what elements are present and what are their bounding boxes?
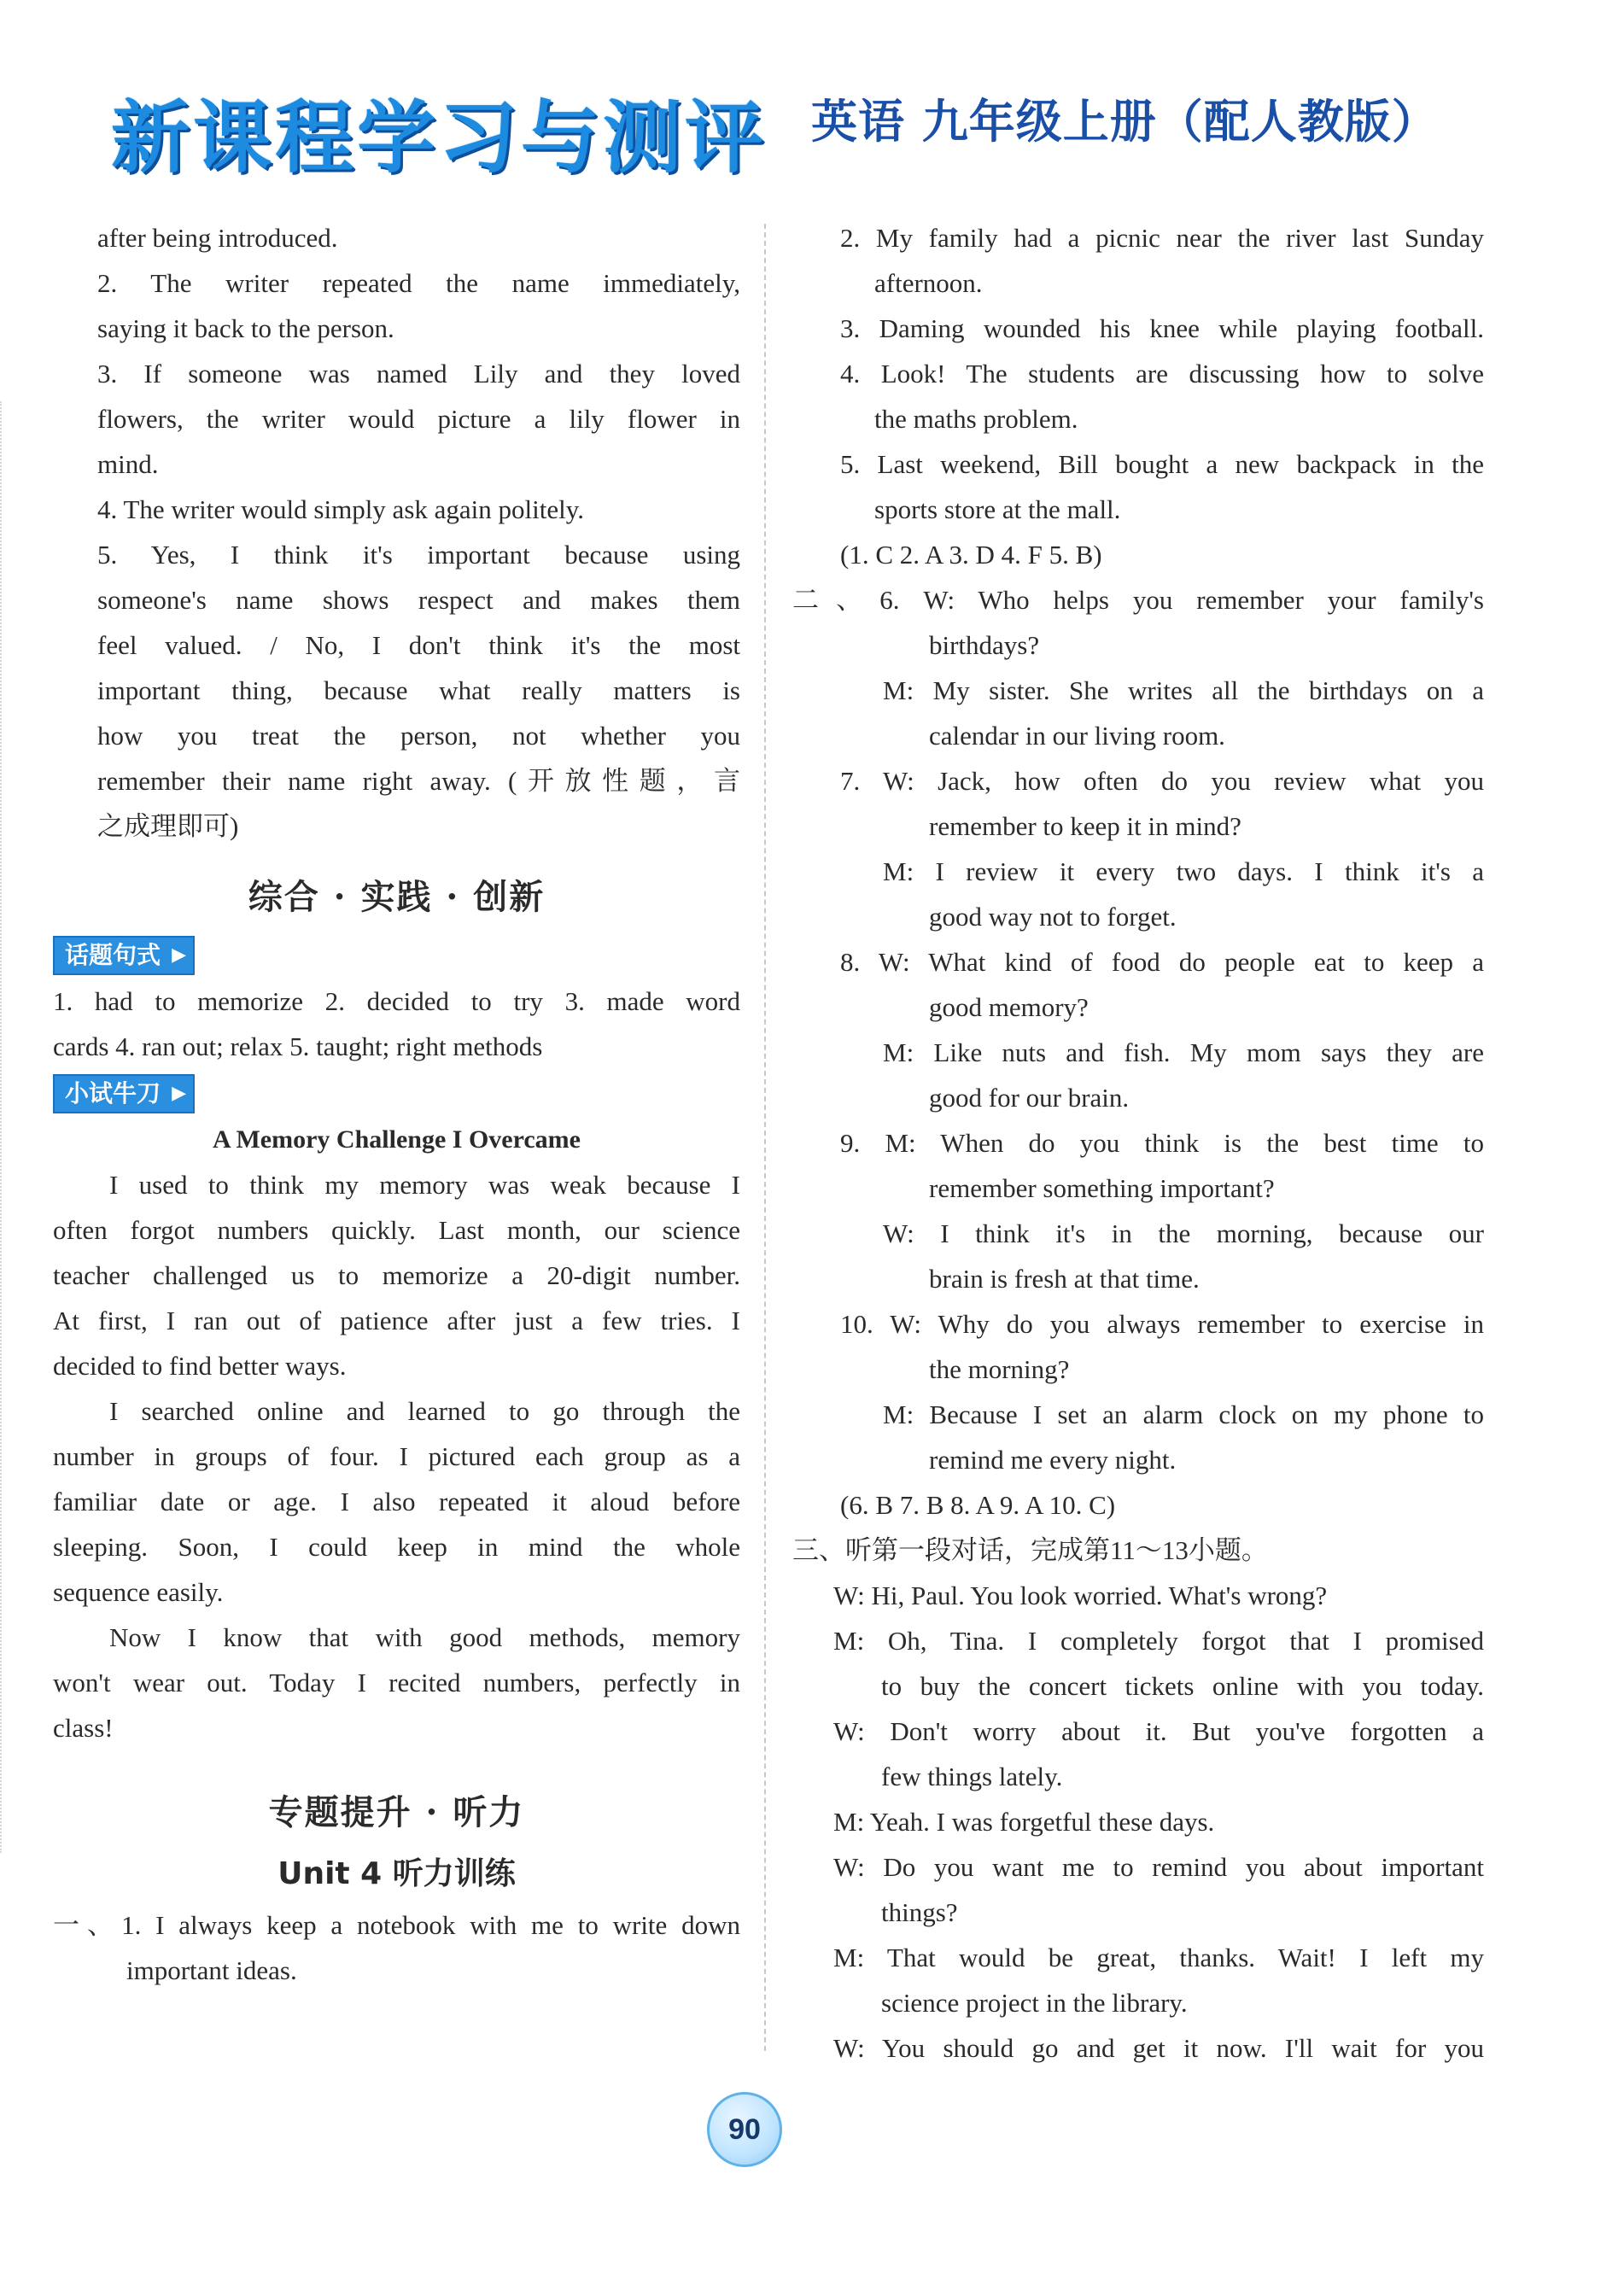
listening-transcript: [792, 215, 1484, 2071]
text-line: I used to think my memory was weak because I: [109, 1170, 740, 1200]
text-line: (1. C 2. A 3. D 4. F 5. B): [840, 540, 1102, 570]
listening-part-one: [53, 1902, 740, 1993]
text-line: remember their name right away. (开放性题，言: [97, 766, 740, 796]
text-line: class!: [53, 1713, 114, 1743]
text-line: mind.: [97, 449, 159, 479]
text-line: 5. Yes, I think it's important because using: [97, 540, 740, 570]
text-line: M: Oh, Tina. I completely forgot that I promised: [833, 1626, 1484, 1656]
text-line: M: Yeah. I was forgetful these days.: [833, 1807, 1215, 1837]
text-line: decided to find better ways.: [53, 1351, 347, 1381]
tag-practice: 小试牛刀 ▶: [53, 1074, 195, 1113]
text-line: 7. W: Jack, how often do you review what you: [840, 766, 1484, 796]
text-line: the morning?: [929, 1354, 1070, 1384]
text-line: 8. W: What kind of food do people eat to keep a: [840, 947, 1484, 977]
text-line: M: Because I set an alarm clock on my phone to: [883, 1399, 1484, 1429]
text-line: M: Like nuts and fish. My mom says they are: [883, 1037, 1484, 1067]
text-line: W: You should go and get it now. I'll wait for you: [833, 2033, 1484, 2063]
text-line: 2. My family had a picnic near the river last Sunday: [840, 223, 1484, 253]
text-line: 3. Daming wounded his knee while playing football.: [840, 313, 1484, 343]
text-line: important ideas.: [126, 1955, 297, 1985]
column-divider: [764, 224, 766, 2051]
text-line: good memory?: [929, 992, 1089, 1022]
left-column: [53, 215, 740, 1993]
text-line: sleeping. Soon, I could keep in mind the whole: [53, 1532, 740, 1562]
text-line: W: Hi, Paul. You look worried. What's wrong?: [833, 1581, 1328, 1610]
text-line: won't wear out. Today I recited numbers, perfectly in: [53, 1668, 740, 1697]
text-line: few things lately.: [881, 1762, 1063, 1791]
text-line: At first, I ran out of patience after just a few tries. I: [53, 1306, 740, 1335]
text-line: 之成理即可): [97, 811, 239, 841]
text-line: W: Don't worry about it. But you've forgotten a: [833, 1716, 1484, 1746]
text-line: good way not to forget.: [929, 902, 1177, 932]
text-line: someone's name shows respect and makes them: [97, 585, 740, 615]
text-line: remind me every night.: [929, 1445, 1177, 1475]
text-line: the maths problem.: [874, 404, 1078, 434]
text-line: 2. The writer repeated the name immediately,: [97, 268, 740, 298]
text-line: 一、1. I always keep a notebook with me to write down: [53, 1910, 740, 1940]
text-line: 3. If someone was named Lily and they loved: [97, 359, 740, 389]
text-line: W: I think it's in the morning, because our: [883, 1218, 1484, 1248]
text-line: teacher challenged us to memorize a 20-digit number.: [53, 1260, 740, 1290]
text-line: remember to keep it in mind?: [929, 811, 1241, 841]
binding-edge: [0, 401, 5, 1853]
text-line: science project in the library.: [881, 1988, 1188, 2018]
text-line: W: Do you want me to remind you about important: [833, 1852, 1484, 1882]
text-line: feel valued. / No, I don't think it's the most: [97, 630, 740, 660]
text-line: calendar in our living room.: [929, 721, 1225, 751]
text-line: sports store at the mall.: [874, 494, 1121, 524]
text-line: 4. The writer would simply ask again politely.: [97, 494, 584, 524]
unit-title: Unit 4 听力训练: [277, 1856, 516, 1891]
text-line: often forgot numbers quickly. Last month, our science: [53, 1215, 740, 1245]
text-line: 三、听第一段对话，完成第11～13小题。: [792, 1535, 1268, 1565]
topic-answers: [53, 979, 740, 1069]
section-title-integrated: 综合 · 实践 · 创新: [248, 877, 546, 917]
book-brand-title: 新课程学习与测评: [111, 92, 768, 184]
text-line: flowers, the writer would picture a lily flower in: [97, 404, 740, 434]
text-line: M: My sister. She writes all the birthdays on a: [883, 675, 1484, 705]
text-line: 10. W: Why do you always remember to exercise in: [840, 1309, 1484, 1339]
article-body: [53, 1162, 740, 1750]
text-line: things?: [881, 1897, 958, 1927]
text-line: 9. M: When do you think is the best time to: [840, 1128, 1484, 1158]
right-column: [792, 215, 1484, 2071]
text-line: how you treat the person, not whether you: [97, 721, 740, 751]
text-line: sequence easily.: [53, 1577, 224, 1607]
book-subtitle: 英语 九年级上册（配人教版）: [811, 95, 1439, 149]
text-line: Now I know that with good methods, memory: [109, 1622, 740, 1652]
text-line: 4. Look! The students are discussing how to solve: [840, 359, 1484, 389]
text-line: after being introduced.: [97, 223, 338, 253]
text-line: birthdays?: [929, 630, 1040, 660]
text-line: (6. B 7. B 8. A 9. A 10. C): [840, 1490, 1116, 1520]
text-line: 1. had to memorize 2. decided to try 3. made word: [53, 986, 740, 1016]
tag-topic-sentences: 话题句式 ▶: [53, 936, 195, 975]
text-line: brain is fresh at that time.: [929, 1264, 1200, 1294]
answers-block: [53, 215, 740, 849]
text-line: cards 4. ran out; relax 5. taught; right methods: [53, 1031, 543, 1061]
article-title: A Memory Challenge I Overcame: [212, 1125, 581, 1154]
text-line: to buy the concert tickets online with you today.: [881, 1671, 1484, 1701]
text-line: 5. Last weekend, Bill bought a new backpack in the: [840, 449, 1484, 479]
section-title-listening: 专题提升 · 听力: [268, 1792, 525, 1832]
text-line: M: That would be great, thanks. Wait! I left my: [833, 1943, 1484, 1972]
page-number: 90: [707, 2092, 782, 2167]
text-line: M: I review it every two days. I think it's a: [883, 856, 1484, 886]
text-line: I searched online and learned to go through the: [109, 1396, 740, 1426]
text-line: saying it back to the person.: [97, 313, 394, 343]
text-line: 二、6. W: Who helps you remember your family's: [792, 585, 1484, 615]
text-line: remember something important?: [929, 1173, 1275, 1203]
page-header: [0, 0, 1624, 196]
text-line: number in groups of four. I pictured each group as a: [53, 1441, 740, 1471]
text-line: important thing, because what really matters is: [97, 675, 740, 705]
text-line: afternoon.: [874, 268, 983, 298]
text-line: good for our brain.: [929, 1083, 1130, 1113]
text-line: familiar date or age. I also repeated it aloud before: [53, 1487, 740, 1516]
